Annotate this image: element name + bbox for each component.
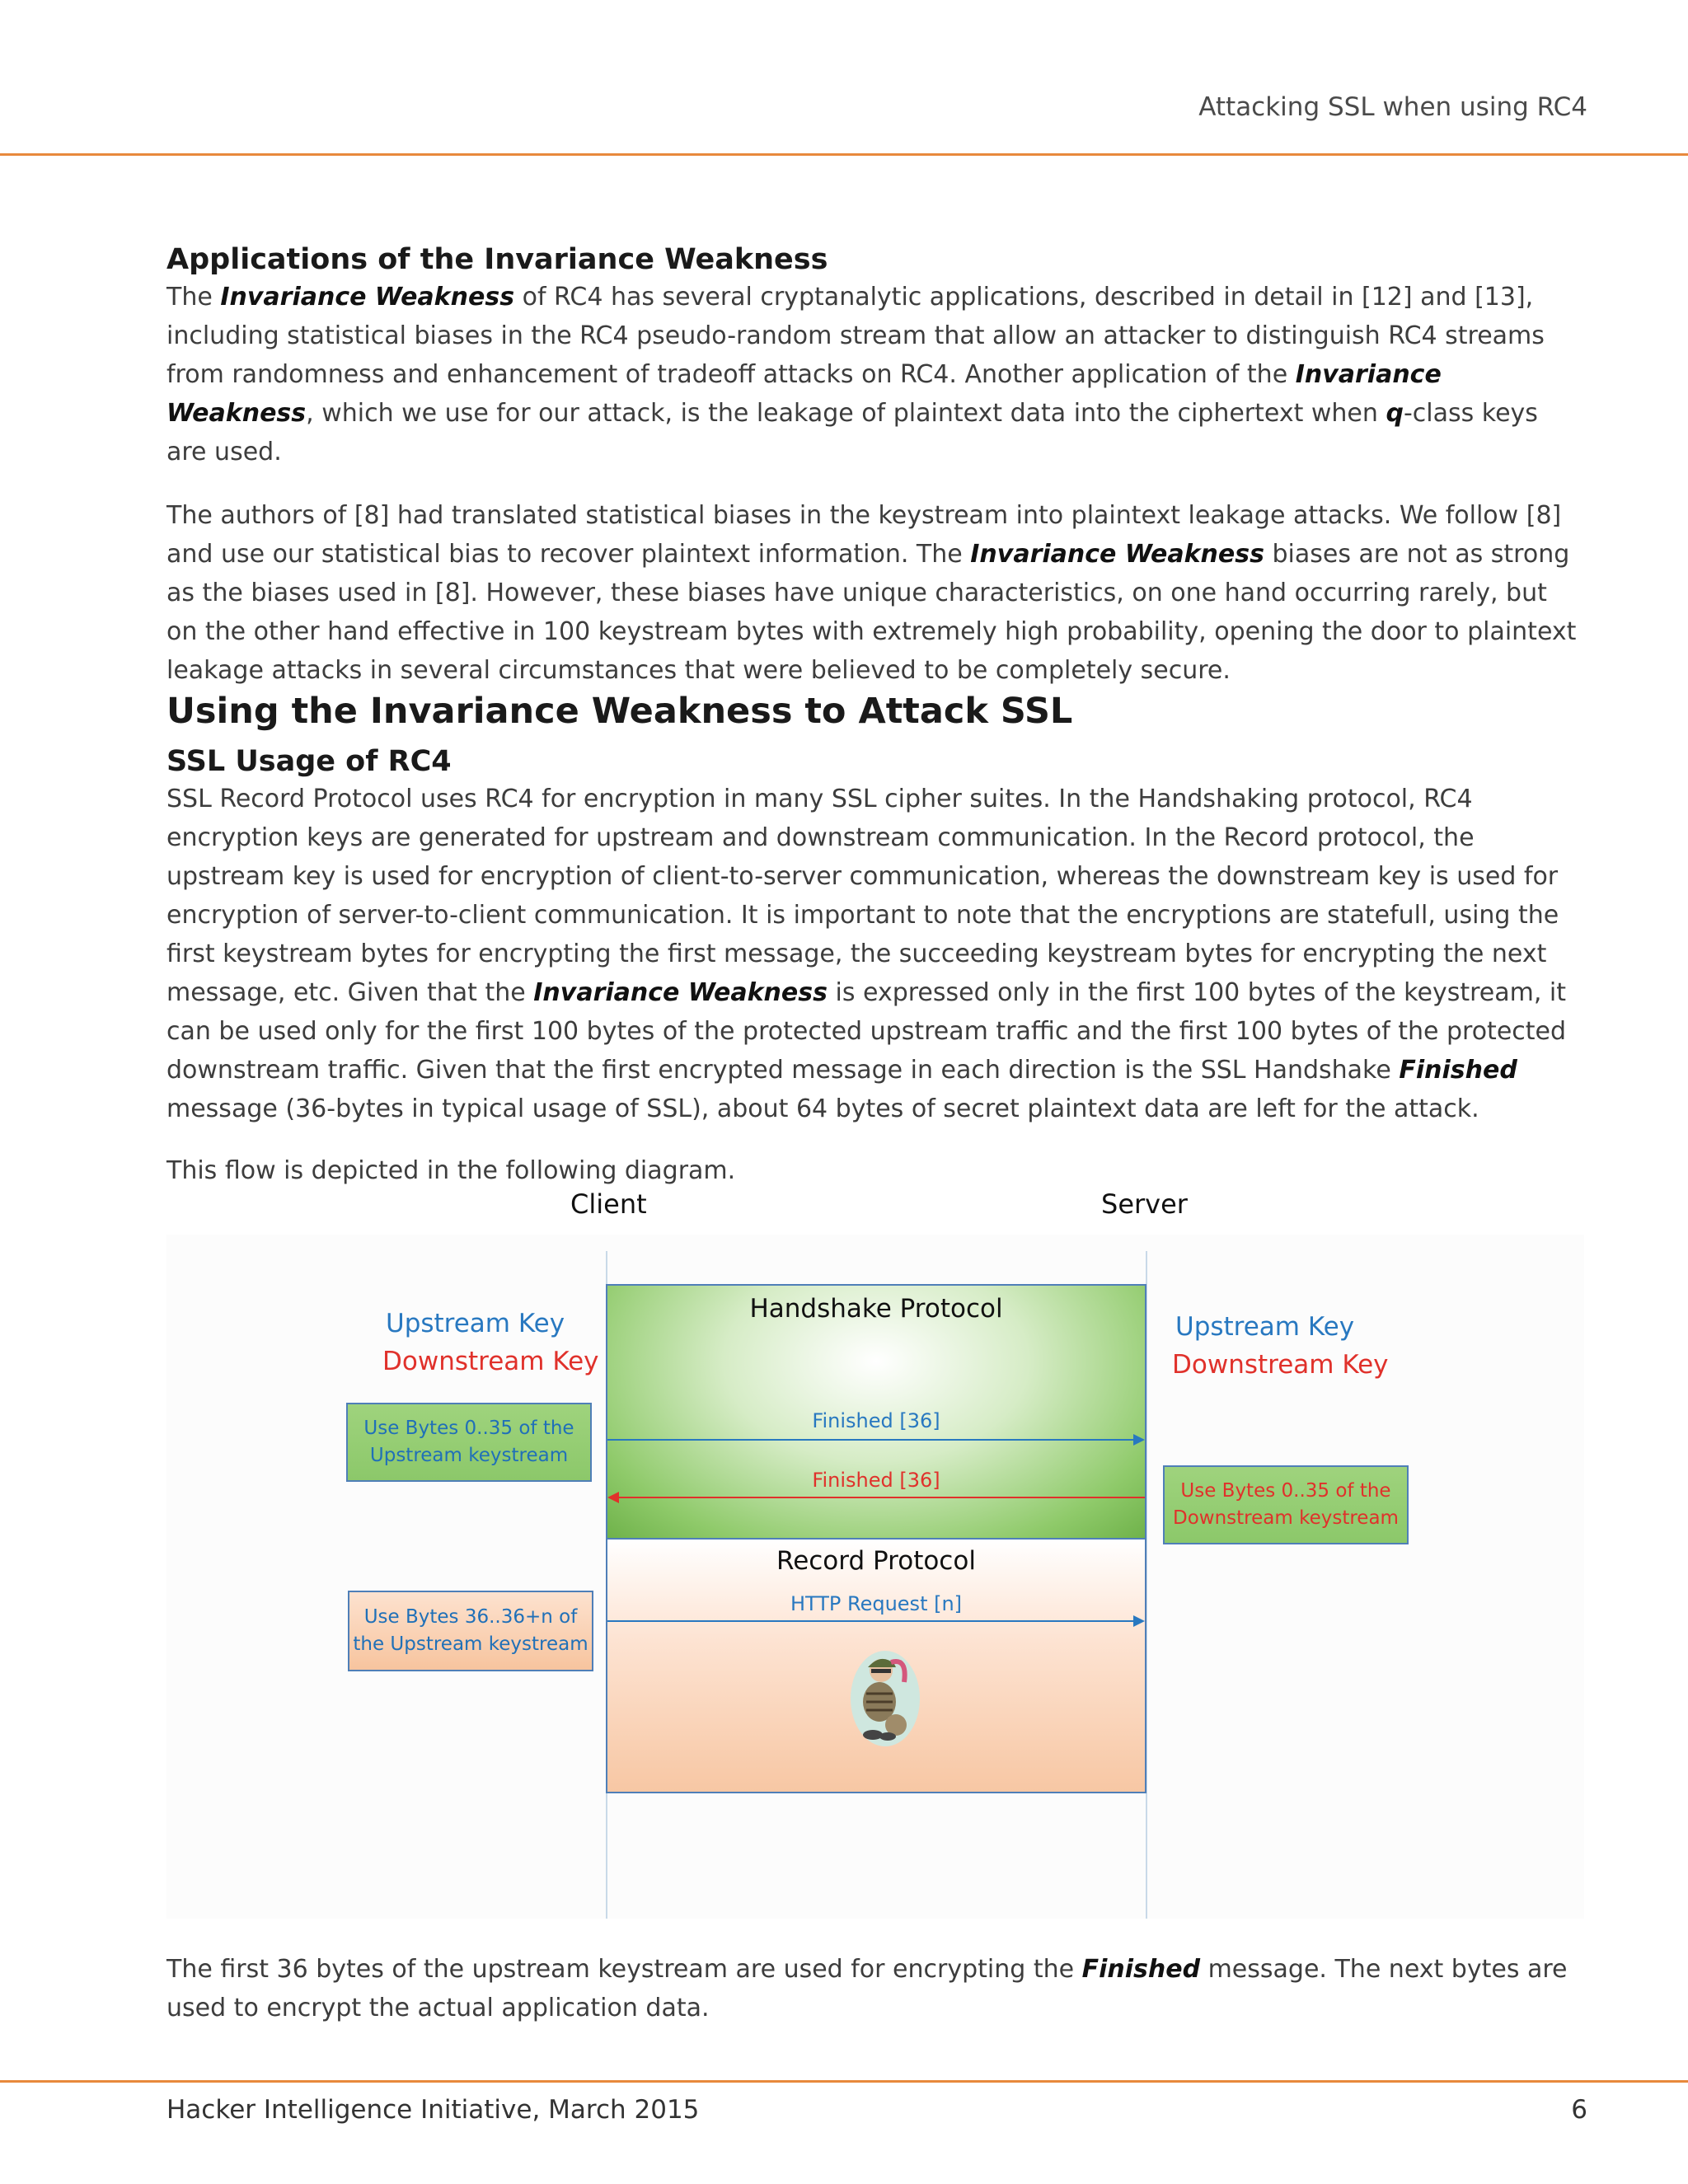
paragraph	[166, 496, 1584, 690]
paragraph	[166, 1950, 1584, 2027]
server-label: Server	[1101, 1188, 1188, 1220]
text-run: -class keys are used.	[166, 399, 1538, 466]
text-run: message (36-bytes in typical usage of SSL), about 64 bytes of secret plaintext data are left for the attack.	[166, 1094, 1479, 1123]
note-client-record: Use Bytes 36..36+n of the Upstream keystream	[348, 1591, 593, 1671]
emphasis: Invariance Weakness	[970, 540, 1264, 569]
handshake-title: Handshake Protocol	[749, 1294, 1003, 1324]
arrowhead-right-icon	[1133, 1615, 1145, 1627]
finished-upstream-label: Finished [36]	[812, 1409, 940, 1432]
paragraph	[166, 780, 1584, 1128]
text-run: SSL Record Protocol uses RC4 for encryption in many SSL cipher suites. In the Handshaking protocol, RC4 encryption keys are generated for upstream and downstream communication. In the Record protocol, the upstream key is used for encryption of client-to-server communication, whereas the downstream key is used for encryption of server-to-client communication. It is important to note that the encryptions are statefull, using the first keystream bytes for encrypting the first message, the succeeding keystream bytes for encrypting the next message, etc. Given that the	[166, 785, 1559, 1007]
section-heading: Using the Invariance Weakness to Attack SSL	[166, 691, 1073, 732]
arrowhead-left-icon	[607, 1492, 619, 1503]
page-number: 6	[1571, 2095, 1587, 2125]
emphasis: q	[1386, 399, 1404, 428]
text-run: biases are not as strong as the biases used in [8]. However, these biases have unique characteristics, on one hand occurring rarely, but on the other hand effective in 100 keystream bytes with extremely high probability, opening the door to plaintext leakage attacks in several circumstances that were believed to be completely secure.	[166, 540, 1577, 685]
emphasis: Invariance Weakness	[533, 978, 828, 1007]
http-request-arrow	[607, 1620, 1143, 1622]
text-run: The first 36 bytes of the upstream keystream are used for encrypting the	[166, 1955, 1082, 1984]
paragraph	[166, 278, 1584, 471]
section-applications	[166, 243, 1584, 690]
http-request-label: HTTP Request [n]	[790, 1592, 963, 1615]
text-run: is expressed only in the first 100 bytes of the keystream, it can be used only for the first 100 bytes of the protected upstream traffic and the first 100 bytes of the protected downstream traffic. Given that the first encrypted message in each direction is the SSL Handshake	[166, 978, 1567, 1085]
note-server-handshake: Use Bytes 0..35 of the Downstream keystream	[1163, 1465, 1409, 1544]
text-run: of RC4 has several cryptanalytic applications, described in detail in [12] and [13], including statistical biases in the RC4 pseudo-random stream that allow an attacker to distinguish RC4 streams from randomness and enhancement of tradeoff attacks on RC4. Another application of the	[166, 283, 1545, 389]
handshake-protocol-box	[606, 1284, 1146, 1540]
section-attack-ssl	[166, 691, 1584, 1190]
ssl-flow-diagram	[166, 1177, 1584, 1919]
section-conclusion	[166, 1950, 1584, 2027]
section-heading: Applications of the Invariance Weakness	[166, 243, 828, 276]
text-run: The authors of [8] had translated statistical biases in the keystream into plaintext leakage attacks. We follow [8] and use our statistical bias to recover plaintext information. The	[166, 501, 1562, 569]
client-label: Client	[570, 1188, 647, 1220]
finished-downstream-arrow	[611, 1497, 1145, 1498]
footer-rule	[0, 2080, 1688, 2083]
client-upstream-key: Upstream Key	[386, 1309, 565, 1338]
paragraph: This flow is depicted in the following diagram.	[166, 1156, 736, 1185]
note-client-handshake: Use Bytes 0..35 of the Upstream keystream	[346, 1403, 592, 1482]
emphasis: Invariance Weakness	[220, 283, 515, 312]
finished-downstream-label: Finished [36]	[812, 1469, 940, 1492]
server-downstream-key: Downstream Key	[1172, 1350, 1389, 1380]
emphasis: Invariance Weakness	[166, 360, 1442, 428]
record-protocol-box	[606, 1540, 1146, 1793]
emphasis: Finished	[1399, 1056, 1517, 1085]
footer-text: Hacker Intelligence Initiative, March 2015	[166, 2095, 700, 2125]
text-run: , which we use for our attack, is the leakage of plaintext data into the ciphertext when	[306, 399, 1386, 428]
finished-upstream-arrow	[607, 1439, 1143, 1441]
text-run: message. The next bytes are used to encrypt the actual application data.	[166, 1955, 1568, 2022]
text-run: The	[166, 283, 221, 312]
emphasis: Finished	[1081, 1955, 1201, 1984]
record-title: Record Protocol	[776, 1546, 976, 1576]
header-rule	[0, 153, 1688, 156]
client-downstream-key: Downstream Key	[382, 1347, 599, 1376]
server-upstream-key: Upstream Key	[1175, 1312, 1355, 1342]
arrowhead-right-icon	[1133, 1434, 1145, 1446]
header-title: Attacking SSL when using RC4	[1198, 92, 1587, 122]
subsection-heading: SSL Usage of RC4	[166, 745, 452, 778]
hacker-thief-icon	[840, 1643, 931, 1750]
